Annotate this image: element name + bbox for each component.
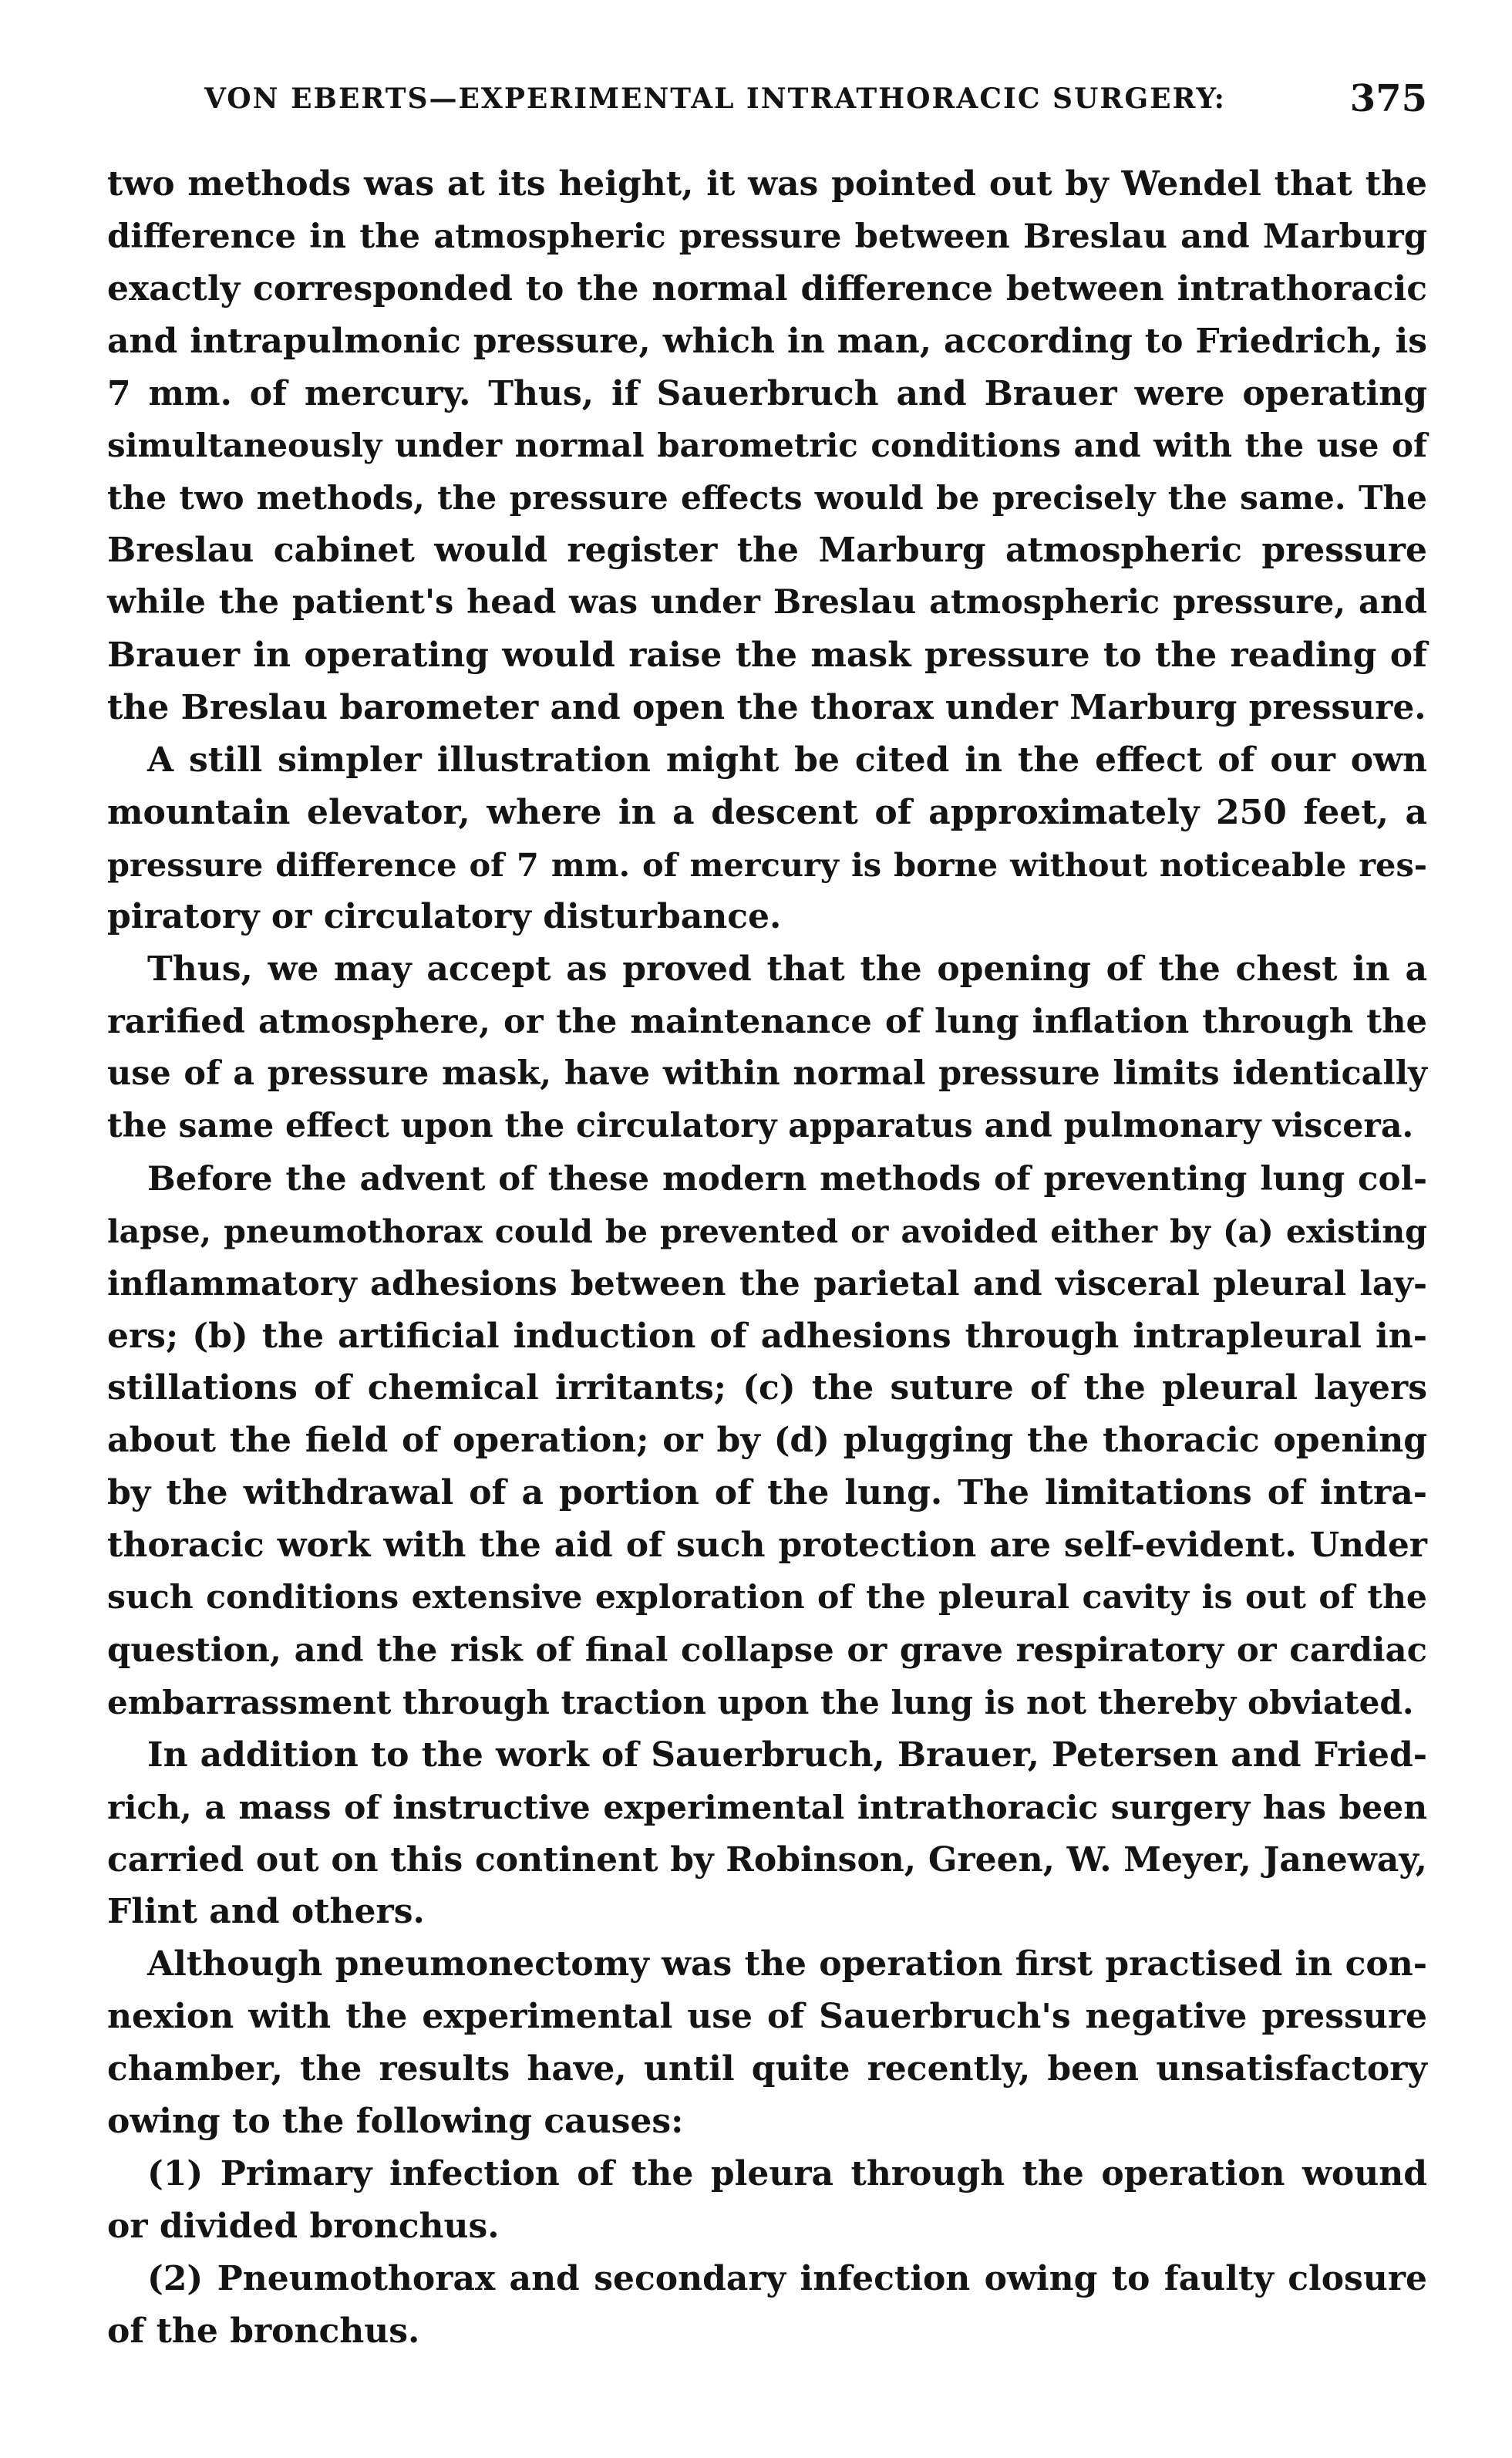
paragraph-rarified-atmosphere (107, 943, 1427, 1153)
paragraph-pneumonectomy (107, 1938, 1427, 2148)
running-head: VON EBERTS—EXPERIMENTAL INTRATHORACIC SURGERY: (204, 83, 1226, 115)
text-line: ers; (b) the artificial induction of adhesions through intrapleural in- (107, 1316, 1427, 1356)
text-line: embarrassment through traction upon the lung is not thereby obviated. (107, 1682, 1414, 1721)
text-line: of the bronchus. (107, 2311, 420, 2351)
text-line: stillations of chemical irritants; (c) the suture of the pleural layers (107, 1368, 1427, 1408)
text-line: use of a pressure mask, have within normal pressure limits identically (107, 1054, 1427, 1094)
text-line: rich, a mass of instructive experimental intrathoracic surgery has been (107, 1787, 1427, 1826)
text-line: question, and the risk of final collapse or grave respiratory or cardiac (107, 1630, 1427, 1670)
text-line: thoracic work with the aid of such protection are self-evident. Under (107, 1526, 1427, 1566)
body-text (107, 158, 1427, 2357)
text-line: A still simpler illustration might be cited in the effect of our own (147, 740, 1427, 780)
text-line: while the patient's head was under Breslau atmospheric pressure, and (107, 583, 1427, 622)
paragraph-mountain-elevator (107, 734, 1427, 944)
paragraph-pressure-comparison (107, 158, 1427, 734)
text-line: the Breslau barometer and open the thorax under Marburg pressure. (107, 687, 1426, 727)
text-line: Breslau cabinet would register the Marburg atmospheric pressure (107, 531, 1427, 571)
text-line: Brauer in operating would raise the mask pressure to the reading of (107, 636, 1427, 676)
paragraph-modern-methods (107, 1153, 1427, 1729)
text-line: Although pneumonectomy was the operation first practised in con- (147, 1944, 1427, 1984)
page-number: 375 (1349, 77, 1427, 120)
text-line: carried out on this continent by Robinson, Green, W. Meyer, Janeway, (107, 1839, 1427, 1880)
text-line: by the withdrawal of a portion of the lung. The limitations of intra- (107, 1473, 1427, 1513)
list-item-pneumothorax (107, 2253, 1427, 2358)
text-line: inflammatory adhesions between the parietal and visceral pleural lay- (107, 1263, 1427, 1303)
text-line: owing to the following causes: (107, 2101, 684, 2141)
text-line: the same effect upon the circulatory apparatus and pulmonary viscera. (107, 1107, 1414, 1146)
text-line: pressure difference of 7 mm. of mercury is borne without noticeable res- (107, 845, 1427, 884)
text-line: exactly corresponded to the normal difference between intrathoracic (107, 268, 1427, 309)
text-line: nexion with the experimental use of Sauerbruch's negative pressure (107, 1997, 1427, 2037)
text-line: Before the advent of these modern methods of preventing lung col- (147, 1158, 1427, 1199)
text-line: simultaneously under normal barometric conditions and with the use of (107, 427, 1427, 465)
text-line: Thus, we may accept as proved that the opening of the chest in a (147, 949, 1427, 990)
text-line: and intrapulmonic pressure, which in man, according to Friedrich, is (107, 321, 1427, 361)
text-line: rarified atmosphere, or the maintenance of lung inflation through the (107, 1002, 1427, 1042)
text-line: about the field of operation; or by (d) plugging the thoracic opening (107, 1421, 1427, 1461)
text-line: difference in the atmospheric pressure between Breslau and Marburg (107, 216, 1427, 256)
text-line: mountain elevator, where in a descent of approximately 250 feet, a (107, 792, 1427, 832)
running-header (204, 74, 1427, 123)
text-line: such conditions extensive exploration of the pleural cavity is out of the (107, 1578, 1427, 1617)
text-line: (2) Pneumothorax and secondary infection owing to faulty closure (147, 2258, 1427, 2298)
list-item-primary-infection (107, 2148, 1427, 2253)
paragraph-additional-work (107, 1729, 1427, 1939)
text-line: the two methods, the pressure effects would be precisely the same. The (107, 478, 1427, 518)
text-line: or divided bronchus. (107, 2206, 500, 2246)
text-line: piratory or circulatory disturbance. (107, 897, 782, 937)
text-line: 7 mm. of mercury. Thus, if Sauerbruch and Brauer were operating (107, 373, 1427, 413)
text-line: chamber, the results have, until quite recently, been unsatisfactory (107, 2049, 1427, 2089)
text-line: Flint and others. (107, 1892, 425, 1932)
text-line: lapse, pneumothorax could be prevented or avoided either by (a) existing (107, 1212, 1427, 1250)
text-line: In addition to the work of Sauerbruch, Brauer, Petersen and Fried- (147, 1735, 1427, 1775)
text-line: (1) Primary infection of the pleura through the operation wound (147, 2153, 1427, 2193)
text-line: two methods was at its height, it was pointed out by Wendel that the (107, 164, 1427, 204)
